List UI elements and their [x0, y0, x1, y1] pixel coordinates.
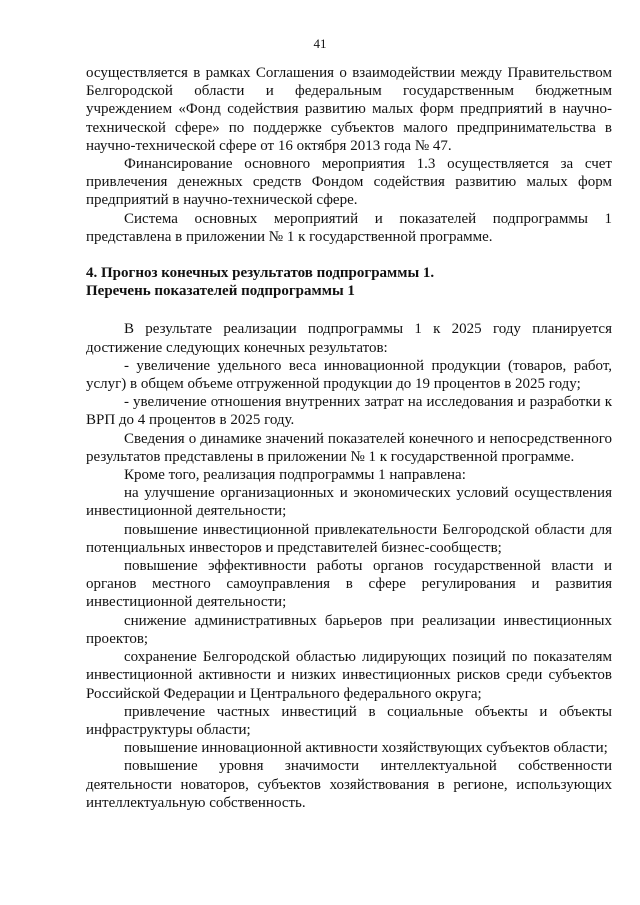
document-body [86, 64, 612, 812]
section-heading-line1: 4. Прогноз конечных результатов подпрограммы 1. [86, 265, 435, 282]
paragraph-continuation: осуществляется в рамках Соглашения о взаимодействии между Правительством Белгородской области и федеральным государственным бюджетным учреждением «Фонд содействия развитию малых форм предприятий в научно-технической сфере» по поддержке субъектов малого предпринимательства в научно-технической сфере от 16 октября 2013 года № 47. [86, 65, 612, 154]
list-item-direction: на улучшение организационных и экономических условий осуществления инвестиционной деятельности; [86, 485, 612, 520]
list-item-direction: повышение инновационной активности хозяйствующих субъектов области; [124, 740, 608, 757]
paragraph-directions-intro: Кроме того, реализация подпрограммы 1 направлена: [124, 467, 466, 484]
list-item-direction: повышение эффективности работы органов государственной власти и органов местного самоуправления в сфере регулирования и развития инвестиционной деятельности; [86, 558, 612, 611]
list-item-direction: сохранение Белгородской областью лидирующих позиций по показателям инвестиционной активности и низких инвестиционных рисков среди субъектов Российской Федерации и Центрального федерального округа; [86, 649, 612, 702]
paragraph-financing: Финансирование основного мероприятия 1.3 осуществляется за счет привлечения денежных средств Фондом содействия развитию малых форм предприятий в научно-технической сфере. [86, 156, 612, 209]
section-heading [86, 264, 612, 300]
list-item-direction: снижение административных барьеров при реализации инвестиционных проектов; [86, 612, 612, 647]
page-number: 41 [313, 36, 327, 51]
list-item-result: - увеличение удельного веса инновационной продукции (товаров, работ, услуг) в общем объеме отгруженной продукции до 19 процентов в 2025 году; [86, 357, 612, 393]
list-item-direction: повышение уровня значимости интеллектуальной собственности деятельности новаторов, субъектов хозяйствования в регионе, использующих интеллектуальную собственность. [86, 758, 612, 811]
list-item-result: - увеличение отношения внутренних затрат на исследования и разработки к ВРП до 4 процентов в 2025 году. [86, 394, 612, 429]
list-item-direction: повышение инвестиционной привлекательности Белгородской области для потенциальных инвесторов и представителей бизнес-сообществ; [86, 521, 612, 556]
paragraph-results-intro: В результате реализации подпрограммы 1 к 2025 году планируется достижение следующих конечных результатов: [86, 321, 612, 356]
paragraph-system: Система основных мероприятий и показателей подпрограммы 1 представлена в приложении № 1 к государственной программе. [86, 210, 612, 245]
paragraph-indicators: Сведения о динамике значений показателей конечного и непосредственного результатов представлены в приложении № 1 к государственной программе. [86, 430, 612, 465]
list-item-direction: привлечение частных инвестиций в социальные объекты и объекты инфраструктуры области; [86, 703, 612, 738]
section-heading-line2: Перечень показателей подпрограммы 1 [86, 283, 355, 300]
